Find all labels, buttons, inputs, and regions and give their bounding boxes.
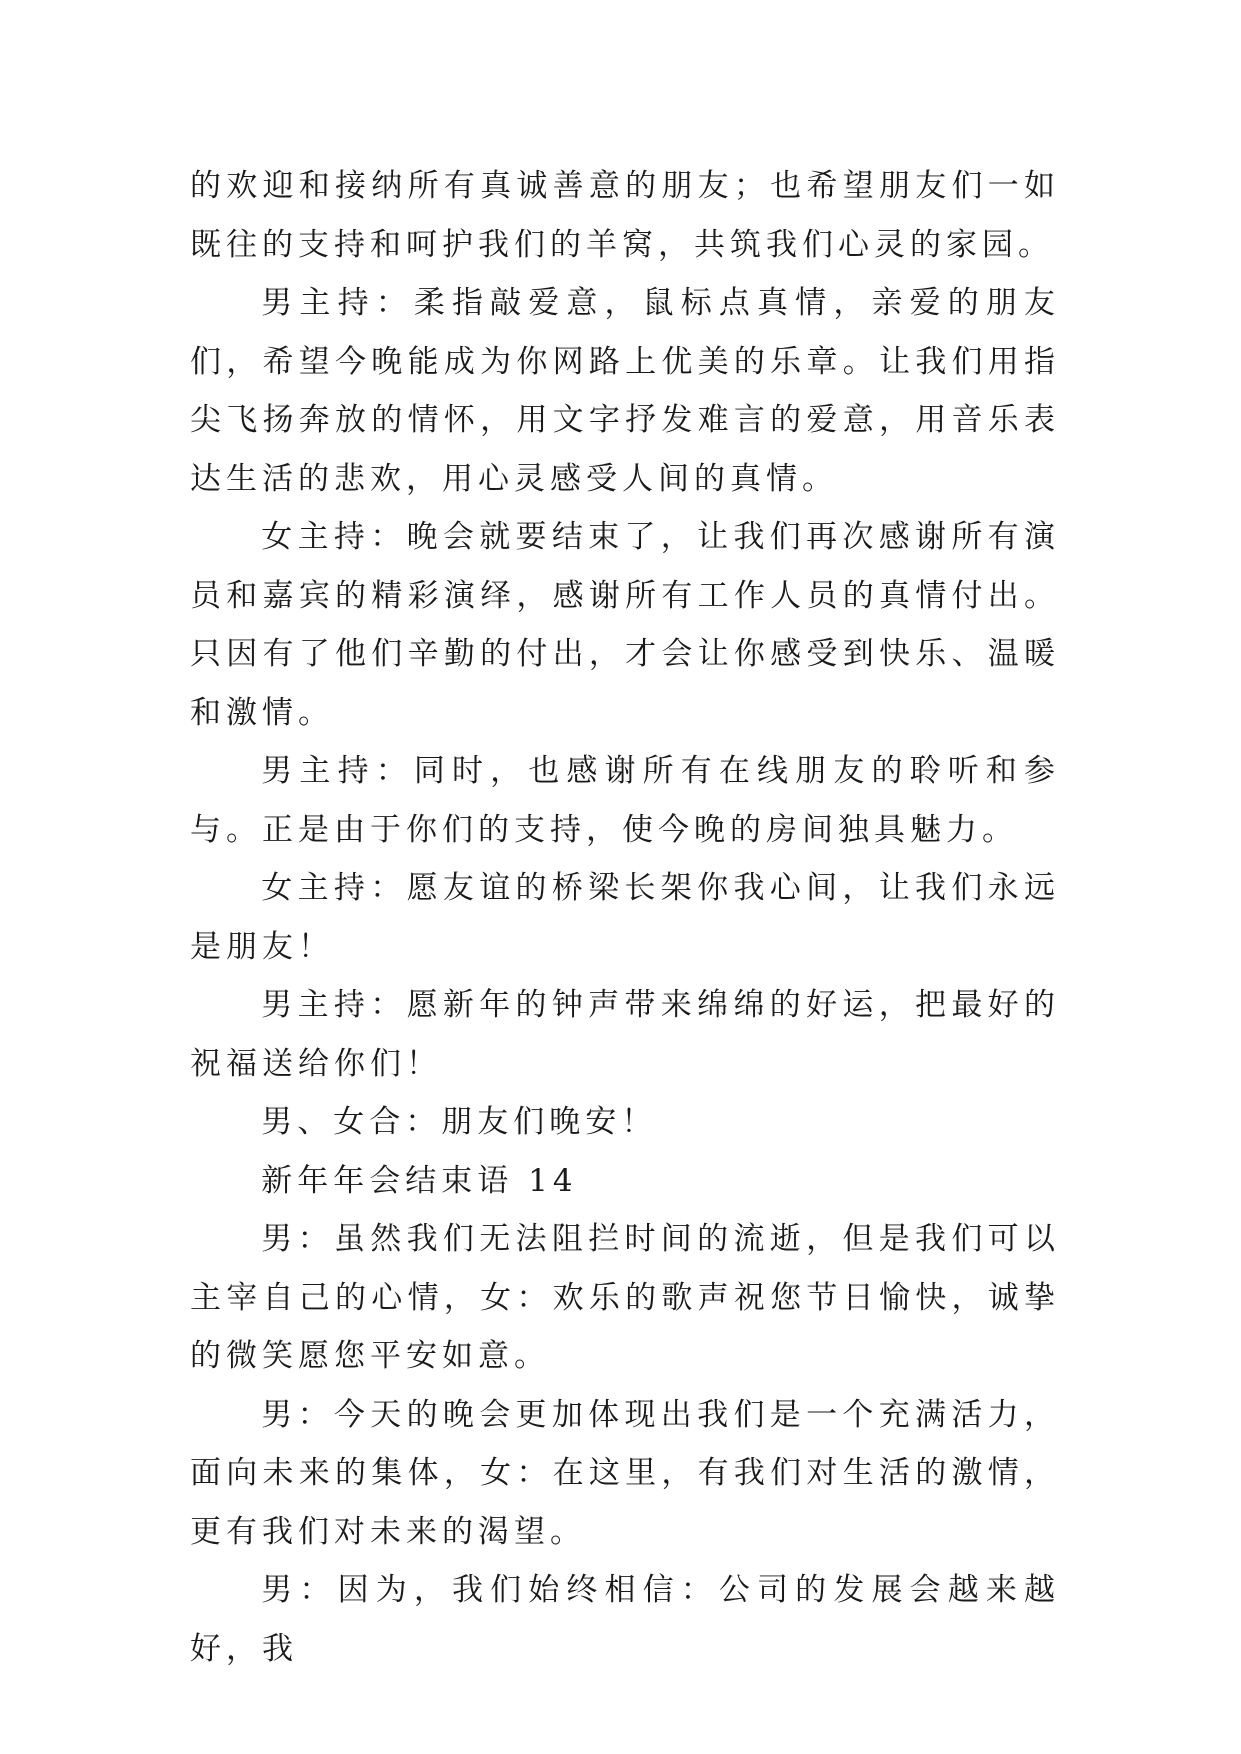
paragraph-continuation: 的欢迎和接纳所有真诚善意的朋友；也希望朋友们一如既往的支持和呵护我们的羊窝，共筑我们心灵的家园。 bbox=[190, 168, 1060, 263]
paragraph-dialogue-2: 男：今天的晚会更加体现出我们是一个充满活力，面向未来的集体，女：在这里，有我们对生活的激情，更有我们对未来的渴望。 bbox=[190, 1396, 1060, 1550]
section-heading: 新年年会结束语 14 bbox=[261, 1162, 578, 1199]
paragraph-female-host-1: 女主持：晚会就要结束了，让我们再次感谢所有演员和嘉宾的精彩演绎，感谢所有工作人员的真情付出。只因有了他们辛勤的付出，才会让你感受到快乐、温暖和激情。 bbox=[190, 519, 1060, 731]
paragraph-together: 男、女合：朋友们晚安！ bbox=[261, 1104, 658, 1140]
document-body bbox=[190, 157, 1060, 1678]
paragraph-dialogue-3: 男：因为，我们始终相信：公司的发展会越来越好，我 bbox=[190, 1572, 1060, 1667]
paragraph-dialogue-1: 男：虽然我们无法阻拦时间的流逝，但是我们可以主宰自己的心情，女：欢乐的歌声祝您节日愉快，诚挚的微笑愿您平安如意。 bbox=[190, 1221, 1060, 1374]
paragraph-female-host-2: 女主持：愿友谊的桥梁长架你我心间，让我们永远是朋友！ bbox=[190, 870, 1060, 965]
paragraph-male-host-2: 男主持：同时，也感谢所有在线朋友的聆听和参与。正是由于你们的支持，使今晚的房间独具魅力。 bbox=[190, 753, 1060, 848]
paragraph-male-host-1: 男主持：柔指敲爱意，鼠标点真情，亲爱的朋友们，希望今晚能成为你网路上优美的乐章。让我们用指尖飞扬奔放的情怀，用文字抒发难言的爱意，用音乐表达生活的悲欢，用心灵感受人间的真情。 bbox=[190, 285, 1060, 497]
paragraph-male-host-3: 男主持：愿新年的钟声带来绵绵的好运，把最好的祝福送给你们！ bbox=[190, 987, 1060, 1082]
